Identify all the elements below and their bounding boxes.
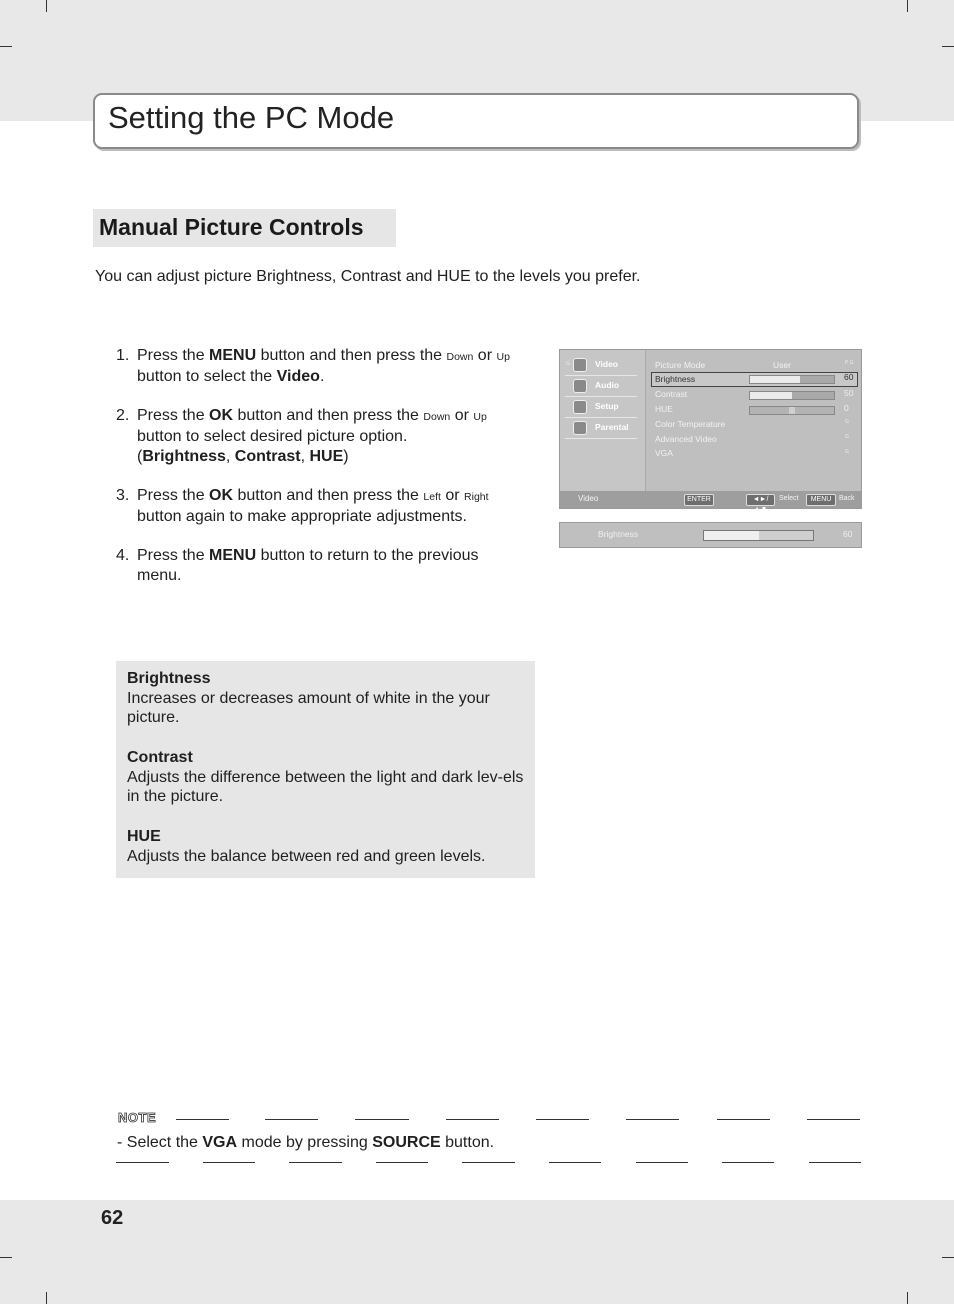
osd-color-temp-marker: G xyxy=(845,419,849,425)
intro-text: You can adjust picture Brightness, Contrast and HUE to the levels you prefer. xyxy=(95,268,641,285)
osd-row-contrast[interactable]: Contrast xyxy=(655,389,688,399)
osd-row-color-temperature[interactable]: Color Temperature xyxy=(655,419,726,429)
osd-hue-bar xyxy=(749,406,835,415)
audio-icon xyxy=(573,379,587,393)
footer-band xyxy=(0,1200,954,1304)
note-label: NOTE xyxy=(118,1110,157,1125)
osd-brightness-fill xyxy=(750,376,800,383)
osd-g-marker: G xyxy=(566,361,570,367)
note-text: - Select the VGA mode by pressing SOURCE button. xyxy=(117,1134,495,1151)
osd-menu-video[interactable]: Video xyxy=(565,355,637,376)
page-number: 62 xyxy=(101,1207,124,1229)
instruction-steps xyxy=(116,346,516,605)
osd-hue-marker xyxy=(789,407,795,414)
arrow-keys-icon: ◄►/ ▲▼ xyxy=(746,494,775,506)
definition-text: Increases or decreases amount of white in the your picture. xyxy=(127,689,490,726)
osd-contrast-bar xyxy=(749,391,835,400)
osd-footer-title: Video xyxy=(578,494,599,503)
osd-menu-setup[interactable]: Setup xyxy=(565,397,637,418)
osd-row-vga[interactable]: VGA xyxy=(655,448,673,458)
osd-options-panel xyxy=(646,350,861,491)
osd-menu-sidebar xyxy=(560,350,646,491)
definition-title: Contrast xyxy=(127,749,193,766)
osd-contrast-fill xyxy=(750,392,792,399)
definition-title: Brightness xyxy=(127,670,211,687)
definition-text: Adjusts the difference between the light and dark lev-els in the picture. xyxy=(127,768,524,805)
osd-picture-mode-value: User xyxy=(773,360,791,370)
osd-pg-marker: P G xyxy=(845,360,854,366)
definitions-box xyxy=(116,661,535,878)
definition-contrast xyxy=(127,748,527,807)
step-1: 1. Press the MENU button and then press the Down or Up button to select the Video. xyxy=(116,347,510,385)
osd-select-label: Select xyxy=(779,495,799,502)
osd-contrast-value: 50 xyxy=(844,388,854,398)
osd-menu-parental[interactable]: Parental xyxy=(565,418,637,439)
setup-icon xyxy=(573,400,587,414)
brightness-slider-fill xyxy=(704,531,759,540)
osd-advanced-video-marker: G xyxy=(845,434,849,440)
section-heading-box xyxy=(93,209,396,247)
brightness-adjust-bar xyxy=(559,522,862,548)
osd-row-hue[interactable]: HUE xyxy=(655,404,673,414)
osd-footer xyxy=(560,491,861,513)
menu-key-icon: MENU xyxy=(806,494,836,506)
definition-brightness xyxy=(127,669,527,728)
osd-video-menu xyxy=(559,349,862,513)
osd-brightness-bar xyxy=(749,375,835,384)
osd-back-label: Back xyxy=(839,495,855,502)
brightness-slider[interactable] xyxy=(703,530,814,541)
osd-vga-marker: G xyxy=(845,449,849,455)
step-2: 2. Press the OK button and then press the Down or Up button to select desired picture option. (Brightness, Contrast, HUE) xyxy=(116,407,487,465)
section-heading: Manual Picture Controls xyxy=(99,214,364,240)
osd-row-brightness[interactable]: Brightness xyxy=(655,374,696,384)
step-4: 4. Press the MENU button to return to the previous menu. xyxy=(116,547,479,584)
page-title: Setting the PC Mode xyxy=(108,100,395,135)
osd-brightness-value: 60 xyxy=(844,372,854,382)
osd-menu-audio[interactable]: Audio xyxy=(565,376,637,397)
osd-row-picture-mode[interactable]: Picture Mode xyxy=(655,360,706,370)
enter-key-icon: ENTER xyxy=(684,494,714,506)
definition-hue xyxy=(127,827,527,866)
definition-title: HUE xyxy=(127,828,161,845)
definition-text: Adjusts the balance between red and green levels. xyxy=(127,847,486,865)
osd-row-advanced-video[interactable]: Advanced Video xyxy=(655,434,717,444)
video-icon xyxy=(573,358,587,372)
brightness-adjust-value: 60 xyxy=(843,529,853,539)
parental-icon xyxy=(573,421,587,435)
osd-hue-value: 0 xyxy=(844,403,849,413)
step-3: 3. Press the OK button and then press the Left or Right button again to make appropriate adjustments. xyxy=(116,487,489,525)
brightness-adjust-label: Brightness xyxy=(598,529,639,539)
